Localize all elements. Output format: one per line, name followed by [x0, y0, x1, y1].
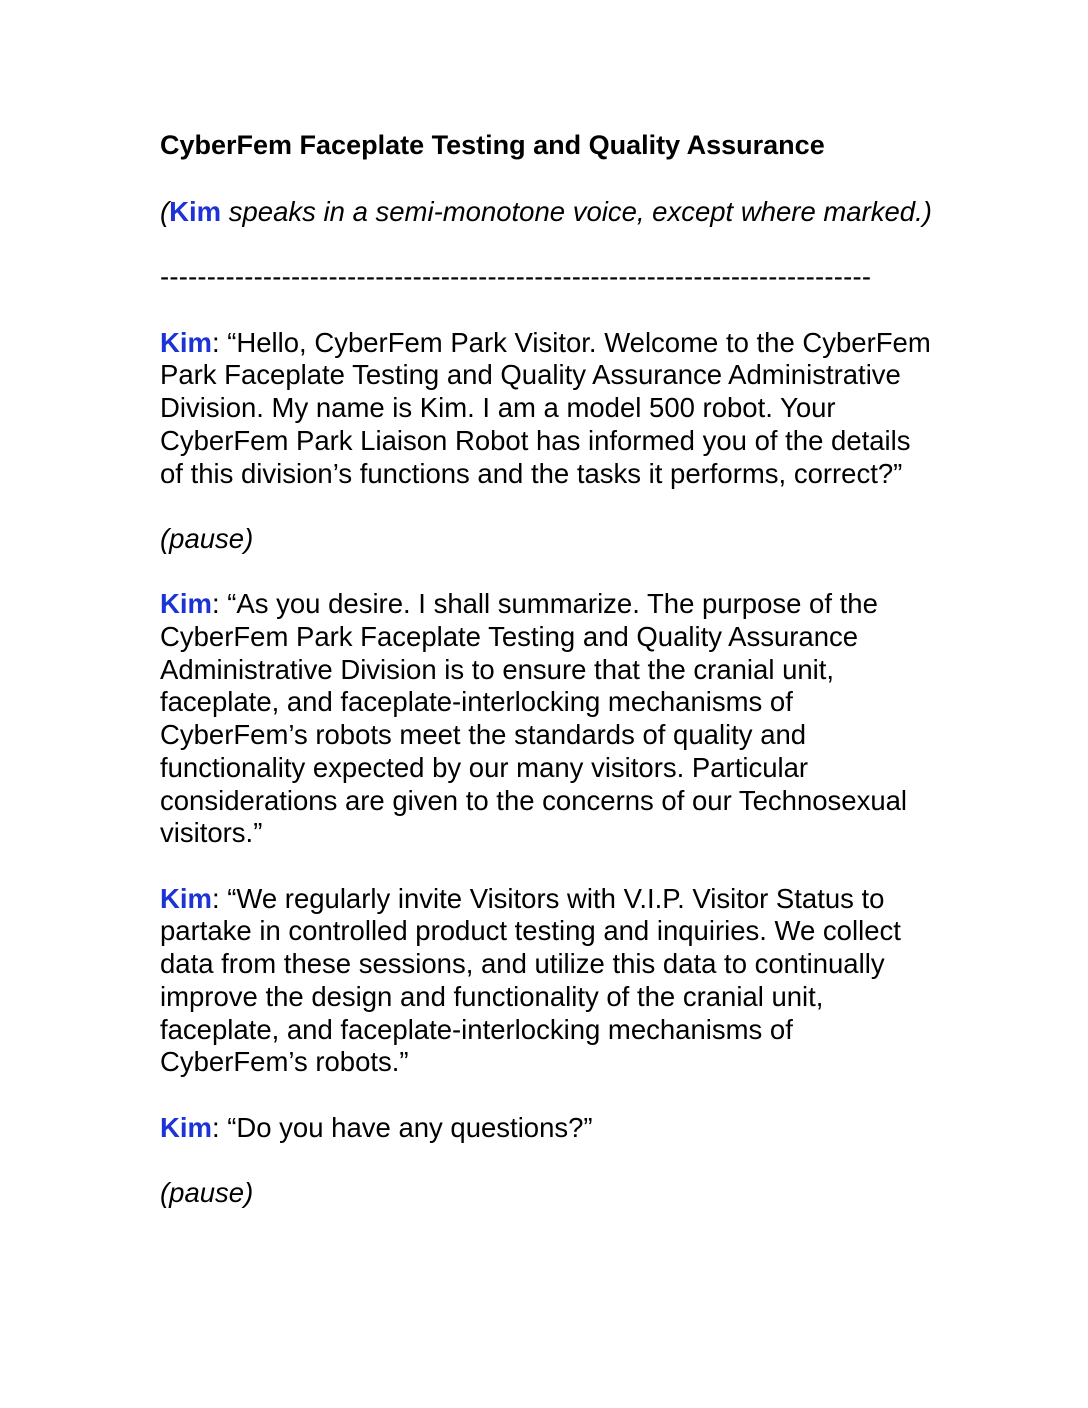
- intro-open-paren: (: [160, 196, 170, 227]
- speaker-name: Kim: [160, 1111, 212, 1143]
- stage-direction-pause: (pause): [160, 522, 254, 554]
- dialogue-text: : “Do you have any questions?”: [211, 1111, 593, 1143]
- document-page: [160, 126, 940, 1242]
- dialogue-paragraph-4: [160, 1112, 940, 1145]
- dialogue-paragraph-2: [160, 588, 940, 850]
- intro-speaker-name: Kim: [169, 196, 222, 227]
- dialogue-paragraph-3: [160, 883, 940, 1079]
- dialogue-text: : “Hello, CyberFem Park Visitor. Welcome to the CyberFem Park Faceplate Testing and Quality Assurance Administrative Division. My name is Kim. I am a model 500 robot. Your CyberFem Park Liaison Robot has informed you of the details of this division’s functions and the tasks it performs, correct?”: [160, 326, 931, 489]
- intro-text: speaks in a semi-monotone voice, except where marked.): [221, 196, 932, 227]
- dialogue-text: : “As you desire. I shall summarize. The purpose of the CyberFem Park Faceplate Testing and Quality Assurance Administrative Division is to ensure that the cranial unit, faceplate, and faceplate-interlocking mechanisms of CyberFem’s robots meet the standards of quality and functionality expected by our many visitors. Particular considerations are given to the concerns of our Technosexual visitors.”: [160, 588, 908, 849]
- stage-direction-pause: (pause): [160, 1176, 254, 1208]
- intro-stage-direction: [160, 196, 940, 229]
- section-divider: ----------------------------------------------------------------------------: [160, 261, 872, 293]
- speaker-name: Kim: [160, 326, 212, 358]
- dialogue-paragraph-1: [160, 327, 940, 491]
- document-title: CyberFem Faceplate Testing and Quality Assurance: [160, 130, 825, 160]
- speaker-name: Kim: [160, 882, 212, 914]
- speaker-name: Kim: [160, 588, 212, 620]
- dialogue-text: : “We regularly invite Visitors with V.I.P. Visitor Status to partake in controlled product testing and inquiries. We collect data from these sessions, and utilize this data to continually improve the design and functionality of the cranial unit, faceplate, and faceplate-interlocking mechanisms of CyberFem’s robots.”: [160, 882, 901, 1078]
